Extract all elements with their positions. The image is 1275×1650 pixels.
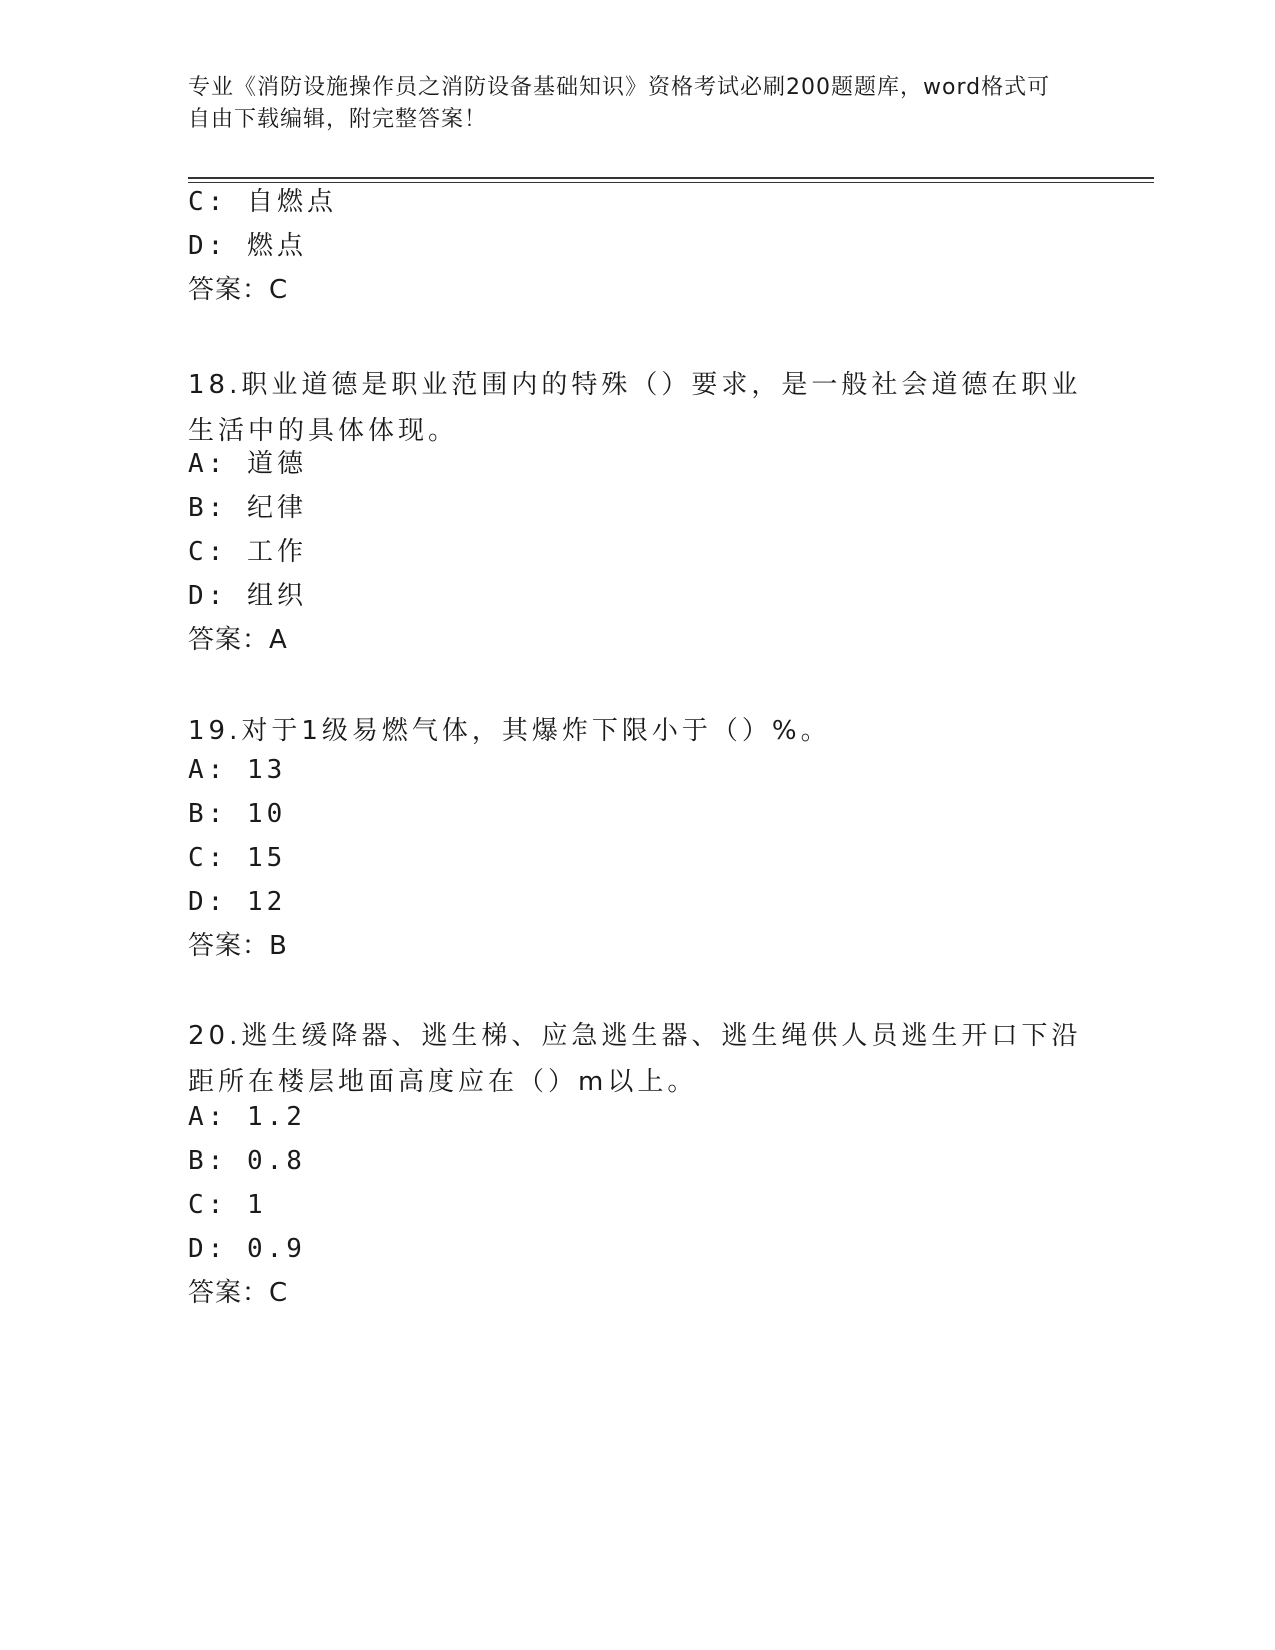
question-20-answer: 答案：C — [188, 1278, 289, 1308]
question-19-option-a: A: 13 — [188, 755, 287, 785]
prev-option-c: C: 自燃点 — [188, 187, 337, 217]
question-20-stem: 20.逃生缓降器、逃生梯、应急逃生器、逃生绳供人员逃生开口下沿距所在楼层地面高度应在（）m以上。 — [188, 1021, 1082, 1097]
question-19-answer: 答案：B — [188, 931, 288, 961]
question-20-option-d: D: 0.9 — [188, 1234, 306, 1264]
question-20-option-b: B: 0.8 — [188, 1146, 306, 1176]
prev-answer: 答案：C — [188, 275, 289, 305]
question-18-stem: 18.职业道德是职业范围内的特殊（）要求，是一般社会道德在职业生活中的具体体现。 — [188, 370, 1082, 446]
header-divider — [188, 177, 1154, 183]
question-18-option-d: D: 组织 — [188, 581, 307, 611]
question-19-option-b: B: 10 — [188, 799, 287, 829]
document-header: 专业《消防设施操作员之消防设备基础知识》资格考试必刷200题题库，word格式可自由下载编辑，附完整答案！ — [188, 75, 1051, 132]
question-19-option-c: C: 15 — [188, 843, 287, 873]
question-20-option-c: C: 1 — [188, 1190, 267, 1220]
question-18-option-b: B: 纪律 — [188, 493, 307, 523]
question-18-answer: 答案：A — [188, 625, 288, 655]
question-18-option-a: A: 道德 — [188, 449, 307, 479]
question-20-option-a: A: 1.2 — [188, 1102, 306, 1132]
prev-option-d: D: 燃点 — [188, 231, 307, 261]
question-18-option-c: C: 工作 — [188, 537, 307, 567]
question-19-stem: 19.对于1级易燃气体，其爆炸下限小于（）%。 — [188, 716, 831, 746]
question-19-option-d: D: 12 — [188, 887, 287, 917]
